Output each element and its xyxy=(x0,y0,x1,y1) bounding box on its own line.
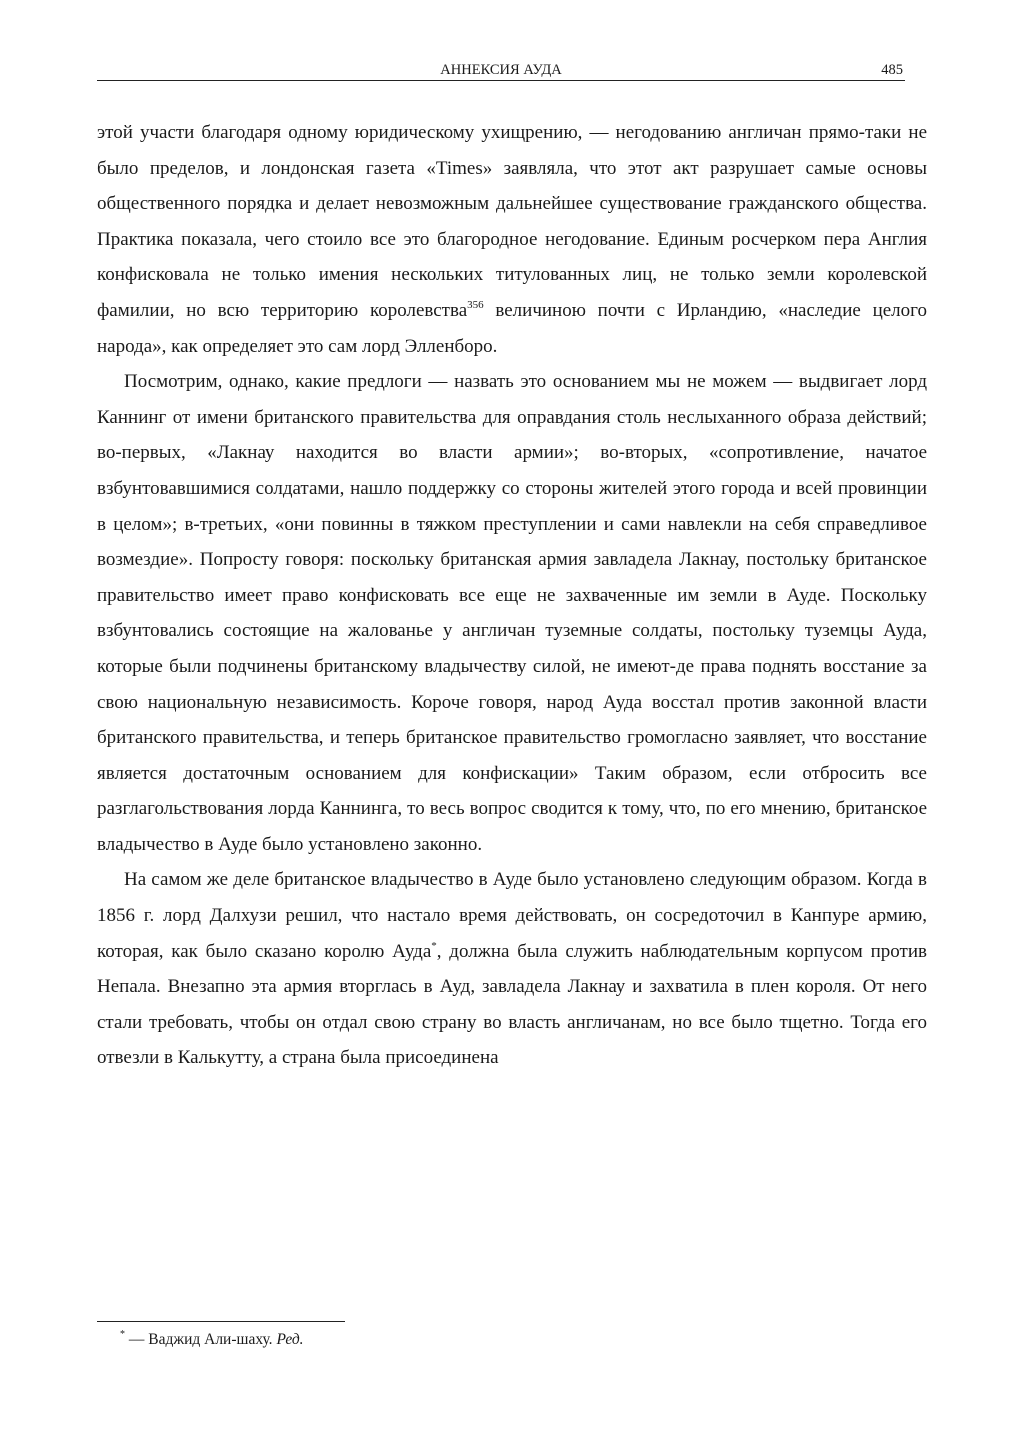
footnote-editor-note: Ред. xyxy=(276,1331,304,1348)
paragraph-1-text: этой участи благодаря одному юридическому ухищрению, — негодованию англичан прямо-таки не было пределов, и лондонская газета «Times» заявляла, что этот акт разрушает самые основы общественного порядка и делает невозможным дальнейшее существование гражданского общества. Практика показала, чего стоило все это благородное негодование. Единым росчерком пера Англия конфисковала не только имения нескольких титулованных лиц, не только земли королевской фамилии, но всю территорию королевства xyxy=(97,122,927,321)
running-title: АННЕКСИЯ АУДА xyxy=(440,62,562,78)
footnote xyxy=(120,1328,304,1352)
paragraph-3 xyxy=(97,862,927,1076)
paragraph-1-text-cont: величиною почти с Ирландию, «наследие целого народа», как определяет это сам лорд Элленборо. xyxy=(97,299,927,357)
footnote-mark: * xyxy=(120,1329,125,1340)
page-number: 485 xyxy=(881,62,903,78)
paragraph-2: Посмотрим, однако, какие предлоги — назвать это основанием мы не можем — выдвигает лорд Каннинг от имени британского правительства для оправдания столь неслыханного образа действий; во-первых, «Лакнау находится во власти армии»; во-вторых, «сопротивление, начатое взбунтовавшимися солдатами, нашло поддержку со стороны жителей этого города и всей провинции в целом»; в-третьих, «они повинны в тяжком преступлении и сами навлекли на себя справедливое возмездие». Попросту говоря: поскольку британская армия завладела Лакнау, постольку британское правительство имеет право конфисковать все еще не захваченные им земли в Ауде. Поскольку взбунтовались состоящие на жалованье у англичан туземные солдаты, постольку туземцы Ауда, которые были подчинены британскому владычеству силой, не имеют-де права поднять восстание за свою национальную независимость. Короче говоря, народ Ауда восстал против законной власти британского правительства, и теперь британское правительство громогласно заявляет, что восстание является достаточным основанием для конфискации» Таким образом, если отбросить все разглагольствования лорда Каннинга, то весь вопрос сводится к тому, что, по его мнению, британское владычество в Ауде было установлено законно. xyxy=(97,371,927,855)
main-text xyxy=(97,115,927,1076)
paragraph-3-text: На самом же деле британское владычество в Ауде было установлено следующим образом. Когда в 1856 г. лорд Далхузи решил, что настало время действовать, он сосредоточил в Канпуре армию, которая, как было сказано королю Ауда xyxy=(97,869,927,962)
paragraph-3-text-cont: , должна была служить наблюдательным корпусом против Непала. Внезапно эта армия вторглась в Ауд, завладела Лакнау и захватила в плен короля. От него стали требовать, чтобы он отдал свою страну во власть англичанам, но все было тщетно. Тогда его отвезли в Калькутту, а страна была присоединена xyxy=(97,940,927,1069)
paragraph-1 xyxy=(97,115,927,364)
footnote-reference-mark[interactable]: * xyxy=(431,939,437,952)
note-reference-356[interactable]: 356 xyxy=(467,298,484,311)
footnote-divider xyxy=(97,1321,345,1322)
running-header xyxy=(97,60,905,81)
footnote-text: — Ваджид Али-шаху. xyxy=(125,1331,277,1348)
